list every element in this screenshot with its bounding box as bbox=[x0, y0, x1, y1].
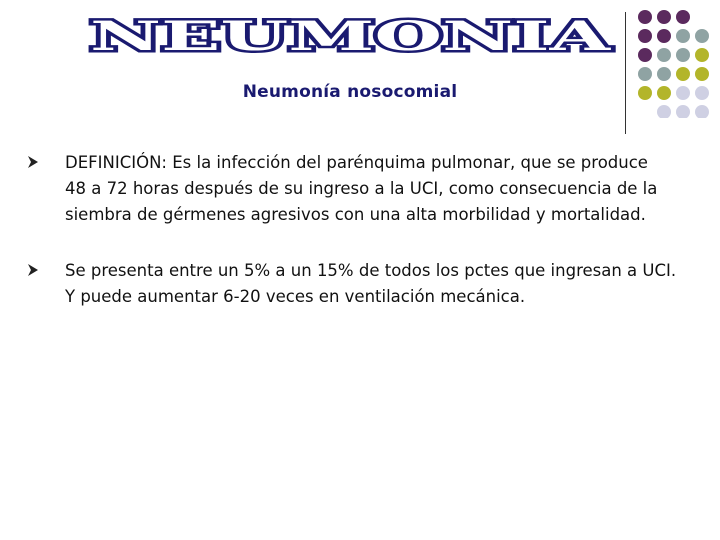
arrowhead-bullet-icon bbox=[26, 263, 40, 277]
dot-icon bbox=[657, 105, 671, 118]
dot-icon bbox=[695, 67, 709, 81]
dot-icon bbox=[676, 67, 690, 81]
dot-icon bbox=[638, 86, 652, 100]
dot-icon bbox=[676, 105, 690, 118]
slide-subtitle: Neumonía nosocomial bbox=[242, 82, 458, 102]
bullet-text bbox=[65, 258, 695, 310]
dot-icon bbox=[676, 29, 690, 43]
dot-icon bbox=[657, 48, 671, 62]
dot-icon bbox=[695, 86, 709, 100]
dot-icon bbox=[695, 105, 709, 118]
dot-icon bbox=[695, 48, 709, 62]
dot-icon bbox=[638, 10, 652, 24]
dot-icon bbox=[676, 10, 690, 24]
dot-icon bbox=[638, 48, 652, 62]
bullet-line: 48 a 72 horas después de su ingreso a la UCI, como consecuencia de la bbox=[65, 179, 658, 198]
dot-icon bbox=[638, 67, 652, 81]
bullet-line: Y puede aumentar 6-20 veces en ventilación mecánica. bbox=[65, 287, 526, 306]
dot-icon bbox=[676, 48, 690, 62]
dot-icon bbox=[695, 29, 709, 43]
dot-icon bbox=[638, 29, 652, 43]
bullet-line: DEFINICIÓN: Es la infección del parénquima pulmonar, que se produce bbox=[65, 153, 648, 172]
dot-icon bbox=[657, 67, 671, 81]
bullet-line: Se presenta entre un 5% a un 15% de todos los pctes que ingresan a UCI. bbox=[65, 261, 677, 280]
decorative-dot-grid bbox=[628, 8, 718, 118]
title-wordart bbox=[0, 0, 720, 60]
bullet-text bbox=[65, 150, 695, 228]
dot-icon bbox=[657, 86, 671, 100]
dot-icon bbox=[657, 29, 671, 43]
slide-title: NEUMONIA bbox=[90, 13, 612, 60]
dot-icon bbox=[676, 86, 690, 100]
arrowhead-bullet-icon bbox=[26, 155, 40, 169]
bullet-line: siembra de gérmenes agresivos con una alta morbilidad y mortalidad. bbox=[65, 205, 646, 224]
dot-icon bbox=[657, 10, 671, 24]
decorative-divider bbox=[625, 12, 626, 134]
